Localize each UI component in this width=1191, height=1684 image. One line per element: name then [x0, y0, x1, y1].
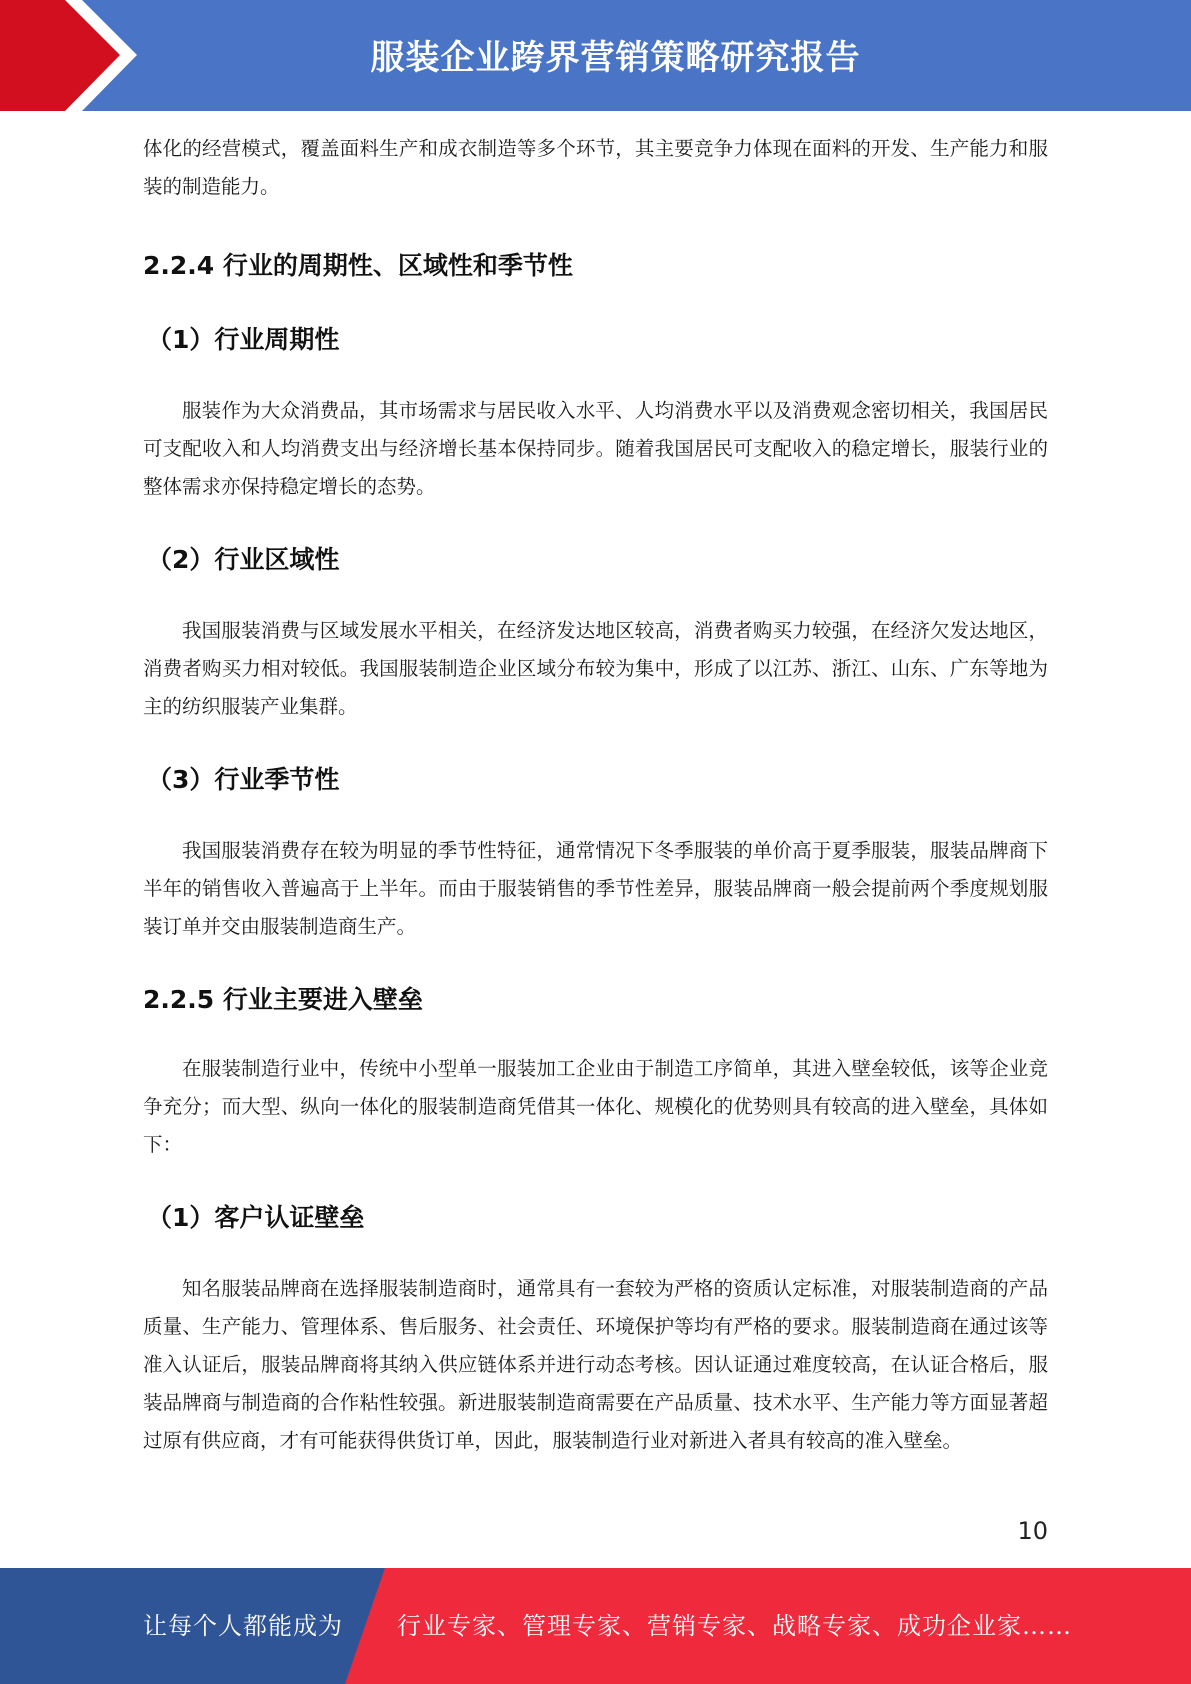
section-heading-2-2-5: 2.2.5 行业主要进入壁垒	[143, 985, 423, 1014]
page-header	[0, 0, 1191, 111]
footer-slogan-lead: 让每个人都能成为	[143, 1612, 343, 1640]
section-heading-2-2-4: 2.2.4 行业的周期性、区域性和季节性	[143, 251, 573, 280]
subheading-industry-regionality: （2）行业区域性	[147, 545, 340, 574]
paragraph-industry-regionality: 我国服装消费与区域发展水平相关，在经济发达地区较高，消费者购买力较强，在经济欠发达地区，消费者购买力相对较低。我国服装制造企业区域分布较为集中，形成了以江苏、浙江、山东、广东等地为主的纺织服装产业集群。	[143, 619, 1048, 718]
subheading-industry-seasonality: （3）行业季节性	[147, 765, 340, 794]
subheading-industry-cyclicality: （1）行业周期性	[147, 325, 340, 354]
subheading-customer-certification-barrier: （1）客户认证壁垒	[147, 1203, 365, 1232]
page-footer	[0, 1568, 1191, 1684]
paragraph-entry-barriers: 在服装制造行业中，传统中小型单一服装加工企业由于制造工序简单，其进入壁垒较低，该等企业竞争充分；而大型、纵向一体化的服装制造商凭借其一体化、规模化的优势则具有较高的进入壁垒，具体如下：	[143, 1057, 1048, 1156]
paragraph-customer-certification-barrier: 知名服装品牌商在选择服装制造商时，通常具有一套较为严格的资质认定标准，对服装制造商的产品质量、生产能力、管理体系、售后服务、社会责任、环境保护等均有严格的要求。服装制造商在通过该等准入认证后，服装品牌商将其纳入供应链体系并进行动态考核。因认证通过难度较高，在认证合格后，服装品牌商与制造商的合作粘性较强。新进服装制造商需要在产品质量、技术水平、生产能力等方面显著超过原有供应商，才有可能获得供货订单，因此，服装制造行业对新进入者具有较高的准入壁垒。	[143, 1277, 1048, 1452]
paragraph-industry-cyclicality: 服装作为大众消费品，其市场需求与居民收入水平、人均消费水平以及消费观念密切相关，我国居民可支配收入和人均消费支出与经济增长基本保持同步。随着我国居民可支配收入的稳定增长，服装行业的整体需求亦保持稳定增长的态势。	[143, 399, 1048, 498]
intro-paragraph: 体化的经营模式，覆盖面料生产和成衣制造等多个环节，其主要竞争力体现在面料的开发、生产能力和服装的制造能力。	[143, 137, 1048, 198]
report-title: 服装企业跨界营销策略研究报告	[370, 38, 861, 78]
paragraph-industry-seasonality: 我国服装消费存在较为明显的季节性特征，通常情况下冬季服装的单价高于夏季服装，服装品牌商下半年的销售收入普遍高于上半年。而由于服装销售的季节性差异，服装品牌商一般会提前两个季度规划服装订单并交由服装制造商生产。	[143, 839, 1048, 938]
document-body	[143, 130, 1048, 1460]
footer-slogan-roles: 行业专家、管理专家、营销专家、战略专家、成功企业家……	[397, 1612, 1072, 1640]
page-number: 10	[1017, 1517, 1048, 1545]
